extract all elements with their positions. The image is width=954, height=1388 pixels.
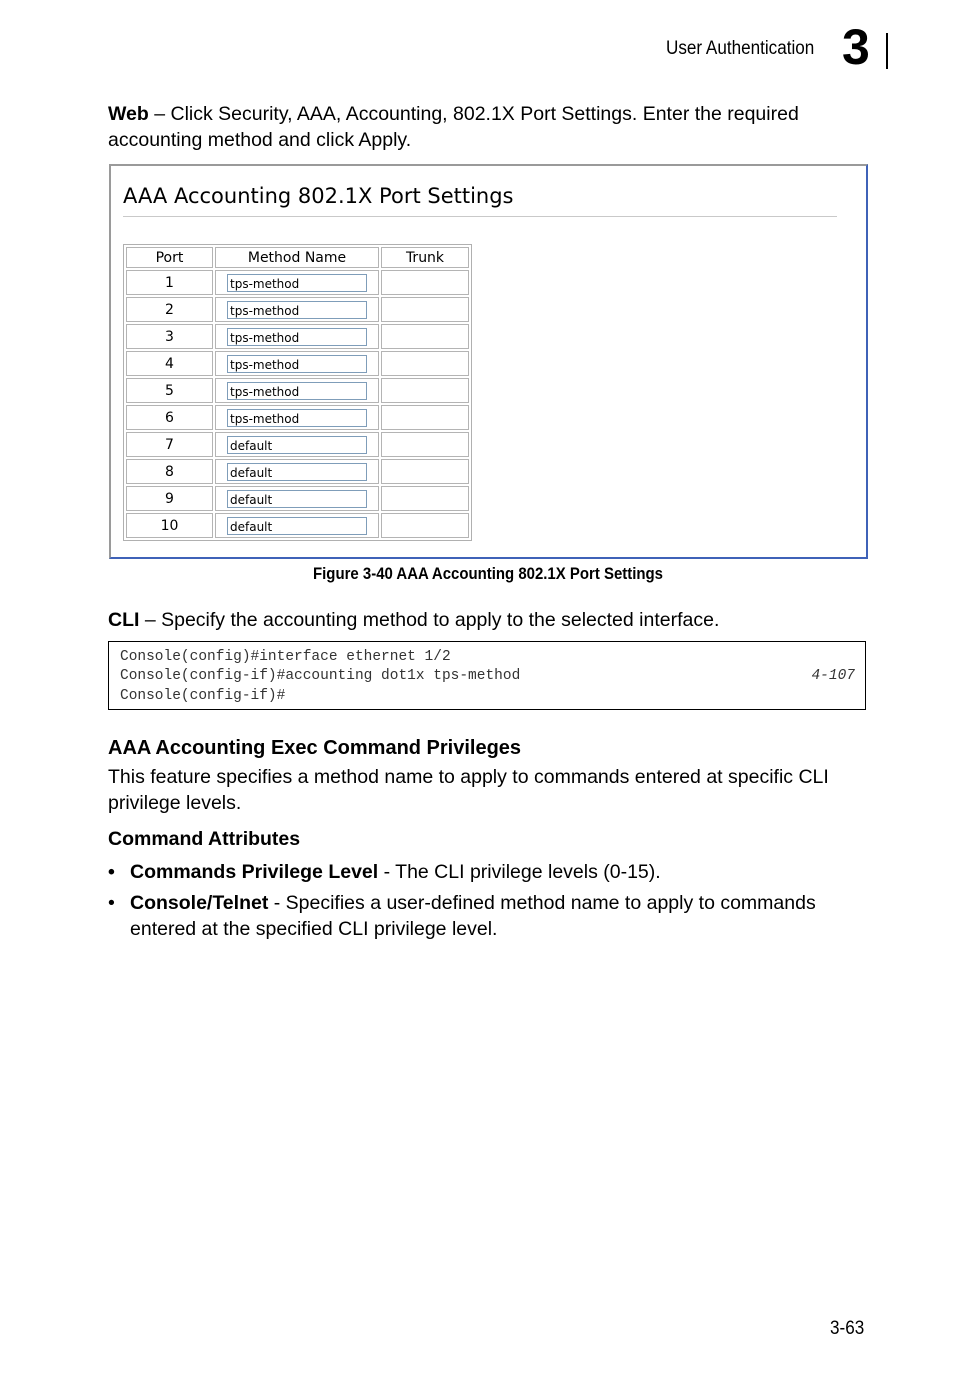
method-cell bbox=[215, 297, 379, 322]
web-label: Web bbox=[108, 103, 149, 125]
page-number: 3-63 bbox=[830, 1318, 865, 1339]
table-row bbox=[126, 378, 469, 403]
port-cell: 4 bbox=[126, 351, 213, 376]
trunk-cell bbox=[381, 324, 469, 349]
column-header-trunk: Trunk bbox=[381, 247, 469, 268]
port-cell: 8 bbox=[126, 459, 213, 484]
column-header-port: Port bbox=[126, 247, 213, 268]
table-row bbox=[126, 270, 469, 295]
bullet-icon: • bbox=[108, 892, 115, 914]
attribute-description: - The CLI privilege levels (0-15). bbox=[378, 861, 661, 883]
method-cell bbox=[215, 432, 379, 457]
cli-label: CLI bbox=[108, 609, 140, 631]
port-cell: 6 bbox=[126, 405, 213, 430]
port-cell: 5 bbox=[126, 378, 213, 403]
port-cell: 9 bbox=[126, 486, 213, 511]
chapter-number: 3 bbox=[842, 19, 868, 75]
method-cell bbox=[215, 513, 379, 538]
command-reference: 4-107 bbox=[811, 668, 855, 684]
method-cell bbox=[215, 378, 379, 403]
table-row bbox=[126, 405, 469, 430]
port-cell: 3 bbox=[126, 324, 213, 349]
port-cell: 2 bbox=[126, 297, 213, 322]
command-attributes-heading: Command Attributes bbox=[108, 828, 301, 850]
list-item-text bbox=[130, 890, 870, 942]
method-cell bbox=[215, 459, 379, 484]
screen-title: AAA Accounting 802.1X Port Settings bbox=[123, 184, 514, 208]
list-item-text bbox=[130, 859, 870, 885]
table-row bbox=[126, 486, 469, 511]
trunk-cell bbox=[381, 513, 469, 538]
method-cell bbox=[215, 486, 379, 511]
attribute-description: - Specifies a user-defined method name to apply to commands entered at the specified CLI privilege level. bbox=[130, 892, 816, 940]
web-text: – Click Security, AAA, Accounting, 802.1X Port Settings. Enter the required accounting method and click Apply. bbox=[108, 103, 799, 151]
method-name-input[interactable]: tps-method bbox=[227, 355, 367, 373]
method-name-input[interactable]: tps-method bbox=[227, 301, 367, 319]
trunk-cell bbox=[381, 270, 469, 295]
trunk-cell bbox=[381, 459, 469, 484]
port-settings-screenshot bbox=[109, 164, 868, 559]
web-instructions bbox=[108, 101, 868, 153]
section-heading: AAA Accounting Exec Command Privileges bbox=[108, 737, 522, 759]
table-row bbox=[126, 432, 469, 457]
method-name-input[interactable]: default bbox=[227, 463, 367, 481]
port-cell: 10 bbox=[126, 513, 213, 538]
method-name-input[interactable]: default bbox=[227, 436, 367, 454]
cli-instructions bbox=[108, 607, 868, 633]
trunk-cell bbox=[381, 378, 469, 403]
method-cell bbox=[215, 405, 379, 430]
table-row bbox=[126, 297, 469, 322]
code-line: Console(config-if)# bbox=[120, 688, 286, 704]
cli-code-block bbox=[108, 641, 866, 710]
method-cell bbox=[215, 324, 379, 349]
attribute-term: Console/Telnet bbox=[130, 892, 269, 914]
list-item bbox=[0, 890, 954, 946]
trunk-cell bbox=[381, 486, 469, 511]
column-header-method-name: Method Name bbox=[215, 247, 379, 268]
table-row bbox=[126, 351, 469, 376]
code-line: Console(config-if)#accounting dot1x tps-method bbox=[120, 668, 521, 684]
bullet-icon: • bbox=[108, 861, 115, 883]
method-name-input[interactable]: tps-method bbox=[227, 328, 367, 346]
method-cell bbox=[215, 270, 379, 295]
list-item bbox=[0, 859, 954, 887]
table-header-row bbox=[126, 247, 469, 268]
attribute-term: Commands Privilege Level bbox=[130, 861, 379, 883]
trunk-cell bbox=[381, 351, 469, 376]
figure-caption: Figure 3-40 AAA Accounting 802.1X Port Settings bbox=[313, 564, 663, 583]
method-name-input[interactable]: default bbox=[227, 490, 367, 508]
cli-text: – Specify the accounting method to apply to the selected interface. bbox=[139, 609, 720, 631]
screen-title-rule bbox=[123, 216, 837, 217]
port-settings-table bbox=[123, 244, 472, 541]
section-body: This feature specifies a method name to apply to commands entered at specific CLI privilege levels. bbox=[108, 766, 829, 814]
method-name-input[interactable]: default bbox=[227, 517, 367, 535]
method-name-input[interactable]: tps-method bbox=[227, 274, 367, 292]
table-row bbox=[126, 513, 469, 538]
method-name-input[interactable]: tps-method bbox=[227, 382, 367, 400]
port-cell: 7 bbox=[126, 432, 213, 457]
table-row bbox=[126, 459, 469, 484]
table-row bbox=[126, 324, 469, 349]
trunk-cell bbox=[381, 432, 469, 457]
running-header: User Authentication bbox=[666, 38, 815, 59]
trunk-cell bbox=[381, 297, 469, 322]
method-cell bbox=[215, 351, 379, 376]
method-name-input[interactable]: tps-method bbox=[227, 409, 367, 427]
header-rule bbox=[886, 33, 888, 69]
port-cell: 1 bbox=[126, 270, 213, 295]
code-line: Console(config)#interface ethernet 1/2 bbox=[120, 649, 451, 665]
trunk-cell bbox=[381, 405, 469, 430]
